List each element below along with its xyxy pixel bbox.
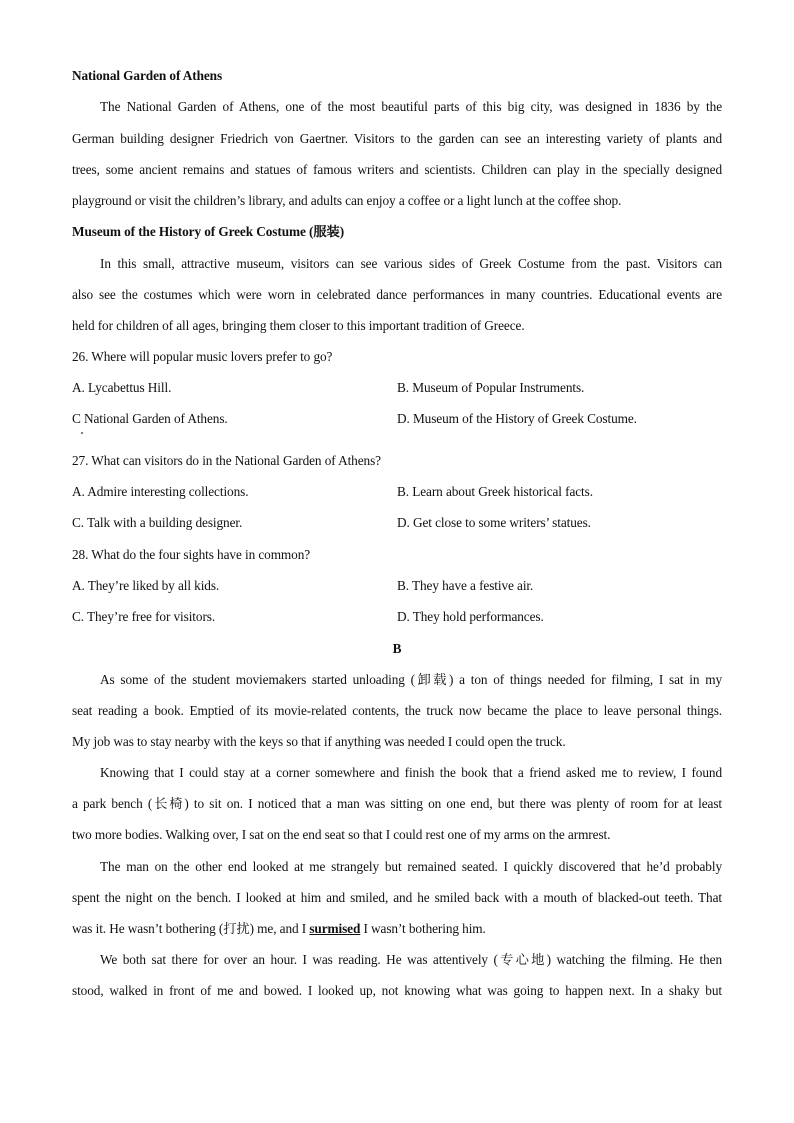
section-b-text-line: stood, walked in front of me and bowed. I looked up, not knowing what was going to happen next. In a shaky but [72, 983, 722, 998]
section-b-text-line: seat reading a book. Emptied of its movie-related contents, the truck now became the place to leave personal things. [72, 703, 722, 718]
section-b-text-line: a park bench (长椅) to sit on. I noticed that a man was sitting on one end, but there was plenty of room for at least [72, 796, 722, 811]
section-b-text-line: Knowing that I could stay at a corner somewhere and finish the book that a friend asked me to review, I found [100, 765, 722, 780]
section-b-text-line: My job was to stay nearby with the keys so that if anything was needed I could open the truck. [72, 734, 566, 749]
question-26-option-d: D. Museum of the History of Greek Costume. [397, 411, 637, 426]
question-26-option-c: C National Garden of Athens. [72, 411, 228, 426]
question-27-option-c: C. Talk with a building designer. [72, 515, 243, 530]
museum-title: Museum of the History of Greek Costume (服装) [72, 224, 345, 239]
section-b-text-line-with-keyword [72, 921, 722, 937]
underlined-keyword: surmised [309, 921, 361, 936]
garden-text-line: German building designer Friedrich von Gaertner. Visitors to the garden can see an interesting variety of plants and [72, 131, 722, 146]
question-26-stem: 26. Where will popular music lovers prefer to go? [72, 349, 333, 364]
garden-title: National Garden of Athens [72, 68, 223, 83]
question-26-option-a: A. Lycabettus Hill. [72, 380, 172, 395]
garden-text-line: playground or visit the children’s library, and adults can enjoy a coffee or a light lunch at the coffee shop. [72, 193, 622, 208]
question-27-option-d: D. Get close to some writers’ statues. [397, 515, 591, 530]
text-after-keyword: I wasn’t bothering him. [360, 921, 486, 936]
question-26-option-b: B. Museum of Popular Instruments. [397, 380, 585, 395]
question-28-option-b: B. They have a festive air. [397, 578, 534, 593]
section-b-heading: B [392, 641, 402, 656]
museum-text-line: In this small, attractive museum, visitors can see various sides of Greek Costume from the past. Visitors can [100, 256, 722, 271]
stray-dot-mark [81, 432, 83, 434]
section-b-text-line: two more bodies. Walking over, I sat on the end seat so that I could rest one of my arms on the armrest. [72, 827, 611, 842]
museum-text-line: also see the costumes which were worn in celebrated dance performances in many countries. Educational events are [72, 287, 722, 302]
question-28-stem: 28. What do the four sights have in common? [72, 547, 311, 562]
garden-text-line: The National Garden of Athens, one of the most beautiful parts of this big city, was designed in 1836 by the [100, 99, 722, 114]
question-27-stem: 27. What can visitors do in the National Garden of Athens? [72, 453, 381, 468]
section-b-text-line: We both sat there for over an hour. I was reading. He was attentively (专心地) watching the filming. He then [100, 952, 722, 967]
section-b-text-line: As some of the student moviemakers started unloading (卸载) a ton of things needed for filming, I sat in my [100, 672, 722, 687]
question-27-option-b: B. Learn about Greek historical facts. [397, 484, 593, 499]
question-28-option-c: C. They’re free for visitors. [72, 609, 216, 624]
question-28-option-d: D. They hold performances. [397, 609, 544, 624]
section-b-text-line: spent the night on the bench. I looked at him and smiled, and he smiled back with a mouth of blacked-out teeth. That [72, 890, 722, 905]
question-27-option-a: A. Admire interesting collections. [72, 484, 249, 499]
question-28-option-a: A. They’re liked by all kids. [72, 578, 220, 593]
museum-text-line: held for children of all ages, bringing them closer to this important tradition of Greece. [72, 318, 525, 333]
garden-text-line: trees, some ancient remains and statues of famous writers and scientists. Children can play in the specially designed [72, 162, 722, 177]
section-b-text-line: The man on the other end looked at me strangely but remained seated. I quickly discovered that he’d probably [100, 859, 722, 874]
text-before-keyword: was it. He wasn’t bothering (打扰) me, and I [72, 921, 310, 936]
